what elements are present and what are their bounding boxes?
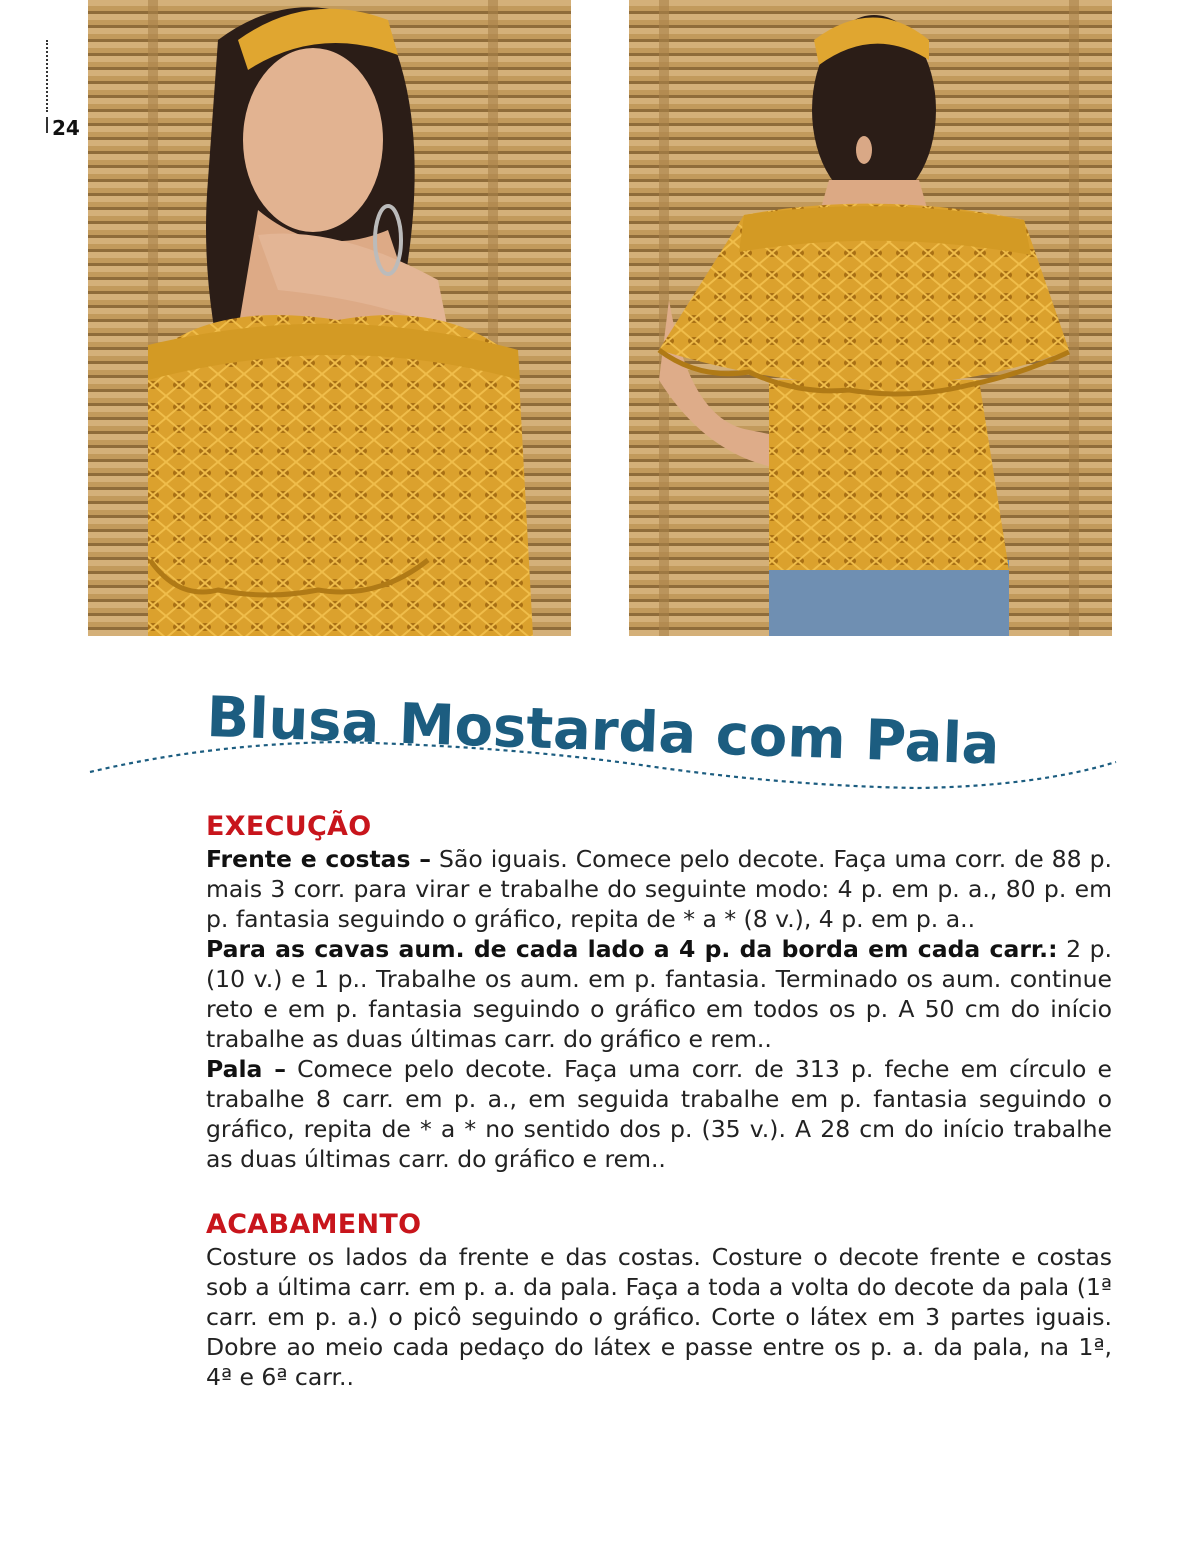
page-title: Blusa Mostarda com Pala <box>205 685 1001 778</box>
execucao-paragraph-1 <box>206 844 1112 1174</box>
pala-label: Pala – <box>206 1055 286 1083</box>
title-banner <box>88 676 1118 806</box>
instructions <box>206 810 1112 1392</box>
section-gap <box>206 1174 1112 1208</box>
cavas-label: Para as cavas aum. de cada lado a 4 p. da borda em cada carr.: <box>206 935 1058 963</box>
acabamento-paragraph: Costure os lados da frente e das costas. Costure o decote frente e costas sob a última carr. em p. a. da pala. Faça a toda a volta do decote da pala (1ª carr. em p. a.) o picô seguindo o gráfico. Corte o látex em 3 partes iguais. Dobre ao meio cada pedaço do látex e passe entre os p. a. da pala, na 1ª, 4ª e 6ª carr.. <box>206 1243 1112 1391</box>
side-solid-rule <box>46 117 48 133</box>
cavas-text: 2 p. (10 v.) e 1 p.. Trabalhe os aum. em p. fantasia. Terminado os aum. continue reto e em p. fantasia seguindo o gráfico em todos os p. A 50 cm do início trabalhe as duas últimas carr. do gráfico e rem.. <box>206 935 1113 1053</box>
frente-costas-text: São iguais. Comece pelo decote. Faça uma corr. de 88 p. mais 3 corr. para virar e trabalhe do seguinte modo: 4 p. em p. a., 80 p. em p. fantasia seguindo o gráfico, repita de * a * (8 v.), 4 p. em p. a.. <box>206 845 1112 933</box>
pala-text: Comece pelo decote. Faça uma corr. de 313 p. feche em círculo e trabalhe 8 carr. em p. a., em seguida trabalhe em p. fantasia seguindo o gráfico, repita de * a * no sentido dos p. (35 v.). A 28 cm do início trabalhe as duas últimas carr. do gráfico e rem.. <box>206 1055 1113 1173</box>
execucao-heading: EXECUÇÃO <box>206 811 372 842</box>
title-wave-decoration <box>88 676 1118 806</box>
page-number: 24 <box>52 116 80 140</box>
acabamento-heading: ACABAMENTO <box>206 1209 422 1240</box>
model-back-photo <box>629 0 1112 636</box>
model-front-photo <box>88 0 571 636</box>
model-back-photo-icon <box>629 0 1112 636</box>
side-dotted-rule <box>46 40 48 112</box>
frente-costas-label: Frente e costas – <box>206 845 432 873</box>
model-front-photo-icon <box>88 0 571 636</box>
